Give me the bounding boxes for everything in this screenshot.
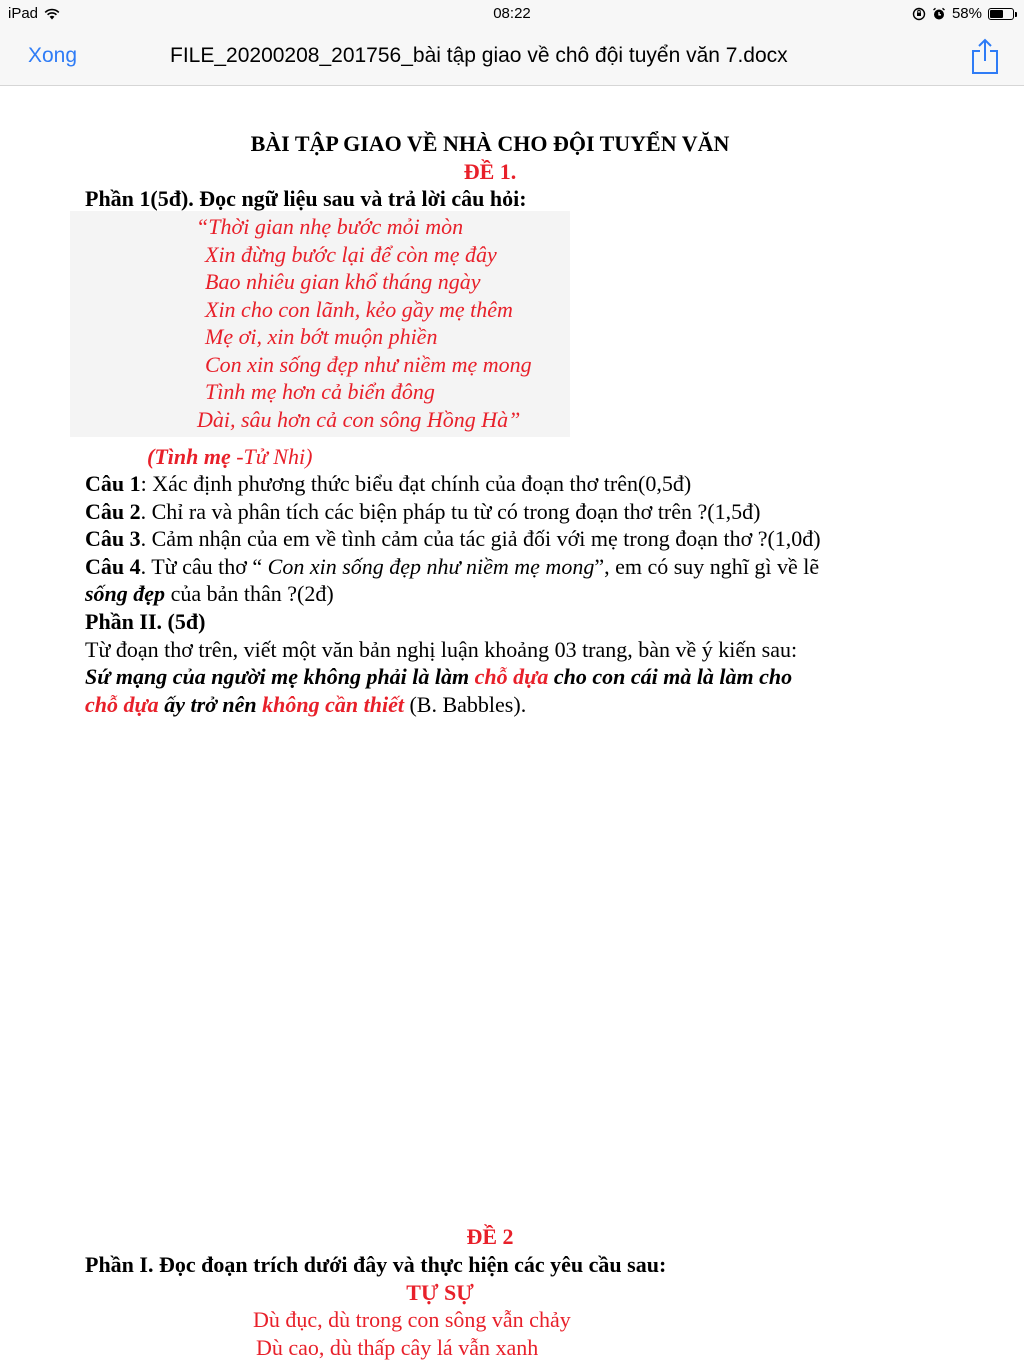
poem-line: Bao nhiêu gian khổ tháng ngày — [205, 269, 481, 294]
question-quote: Con xin sống đẹp như niềm mẹ mong — [267, 554, 595, 579]
quote-line-2 — [85, 692, 526, 718]
battery-icon — [988, 8, 1014, 20]
poem-line: Tình mẹ hơn cả biển đông — [205, 379, 435, 404]
status-right — [912, 5, 1014, 22]
poem-line: Xin đừng bước lại để còn mẹ đây — [205, 242, 497, 267]
question-text: . Cảm nhận của em về tình cảm của tác giả đối với mẹ trong đoạn thơ ?(1,0đ) — [140, 526, 821, 551]
share-icon[interactable] — [968, 36, 1002, 76]
poem-line: Mẹ ơi, xin bớt muộn phiền — [205, 324, 438, 349]
question-label: Câu 3 — [85, 526, 141, 551]
de2-label: ĐỀ 2 — [466, 1224, 514, 1249]
de2-poem-line: Dù đục, dù trong con sông vẫn chảy — [253, 1307, 571, 1332]
poem-source-author: -Tử Nhi) — [230, 444, 313, 469]
de1-part2-heading: Phần II. (5đ) — [85, 609, 206, 634]
question-text: của bản thân ?(2đ) — [165, 581, 334, 606]
quote-text: ấy trở nên — [158, 692, 263, 717]
navigation-bar — [0, 28, 1024, 86]
quote-text: cho con cái mà là làm cho — [548, 664, 793, 689]
question-emphasis: sống đẹp — [85, 581, 166, 606]
question-label: Câu 4 — [85, 554, 141, 579]
done-button[interactable]: Xong — [28, 44, 78, 67]
status-time: 08:22 — [493, 5, 531, 22]
quote-highlight: chỗ dựa — [85, 692, 159, 717]
document-title: FILE_20200208_201756_bài tập giao về chô đội tuyển văn 7.docx — [170, 44, 788, 67]
poem-line: Dài, sâu hơn cả con sông Hồng Hà” — [197, 407, 521, 432]
device-name: iPad — [8, 5, 39, 22]
question-3 — [85, 526, 821, 552]
question-1 — [85, 471, 691, 497]
question-text: . Từ câu thơ “ — [140, 554, 268, 579]
document-page — [0, 87, 1024, 1365]
poem-line: “Thời gian nhẹ bước mỏi mòn — [196, 214, 464, 239]
battery-fill — [990, 10, 1003, 18]
battery-percent: 58% — [951, 5, 982, 22]
de2-poem-title: TỰ SỰ — [406, 1280, 474, 1305]
de1-part2-text: Từ đoạn thơ trên, viết một văn bản nghị luận khoảng 03 trang, bàn về ý kiến sau: — [85, 637, 798, 662]
question-4-continued — [85, 581, 334, 607]
de1-label: ĐỀ 1. — [463, 159, 517, 184]
alarm-icon — [932, 7, 946, 21]
quote-highlight: không cần thiết — [262, 692, 404, 717]
question-text: : Xác định phương thức biểu đạt chính của đoạn thơ trên(0,5đ) — [140, 471, 692, 496]
poem-line: Con xin sống đẹp như niềm mẹ mong — [205, 352, 532, 377]
poem-line: Xin cho con lãnh, kẻo gầy mẹ thêm — [205, 297, 513, 322]
question-4 — [85, 554, 819, 580]
question-text: ”, em có suy nghĩ gì về lẽ — [594, 554, 820, 579]
question-label: Câu 1 — [85, 471, 141, 496]
quote-text: Sứ mạng của người mẹ không phải là làm — [85, 664, 475, 689]
quote-highlight: chỗ dựa — [474, 664, 549, 689]
poem-source-title: (Tình mẹ — [147, 444, 231, 469]
de1-part1-heading: Phần 1(5đ). Đọc ngữ liệu sau và trả lời câu hỏi: — [85, 186, 527, 211]
question-text: . Chỉ ra và phân tích các biện pháp tu từ có trong đoạn thơ trên ?(1,5đ) — [140, 499, 761, 524]
question-label: Câu 2 — [85, 499, 141, 524]
orientation-lock-icon — [912, 7, 926, 21]
quote-line-1 — [85, 664, 792, 690]
quote-attribution: (B. Babbles). — [403, 692, 527, 717]
status-bar — [0, 0, 1024, 28]
de2-part1-heading: Phần I. Đọc đoạn trích dưới đây và thực hiện các yêu cầu sau: — [85, 1252, 667, 1277]
document-heading: BÀI TẬP GIAO VỀ NHÀ CHO ĐỘI TUYỂN VĂN — [250, 131, 730, 156]
de2-poem-line: Dù cao, dù thấp cây lá vẫn xanh — [256, 1335, 539, 1360]
question-2 — [85, 499, 760, 525]
poem-source — [147, 444, 312, 470]
